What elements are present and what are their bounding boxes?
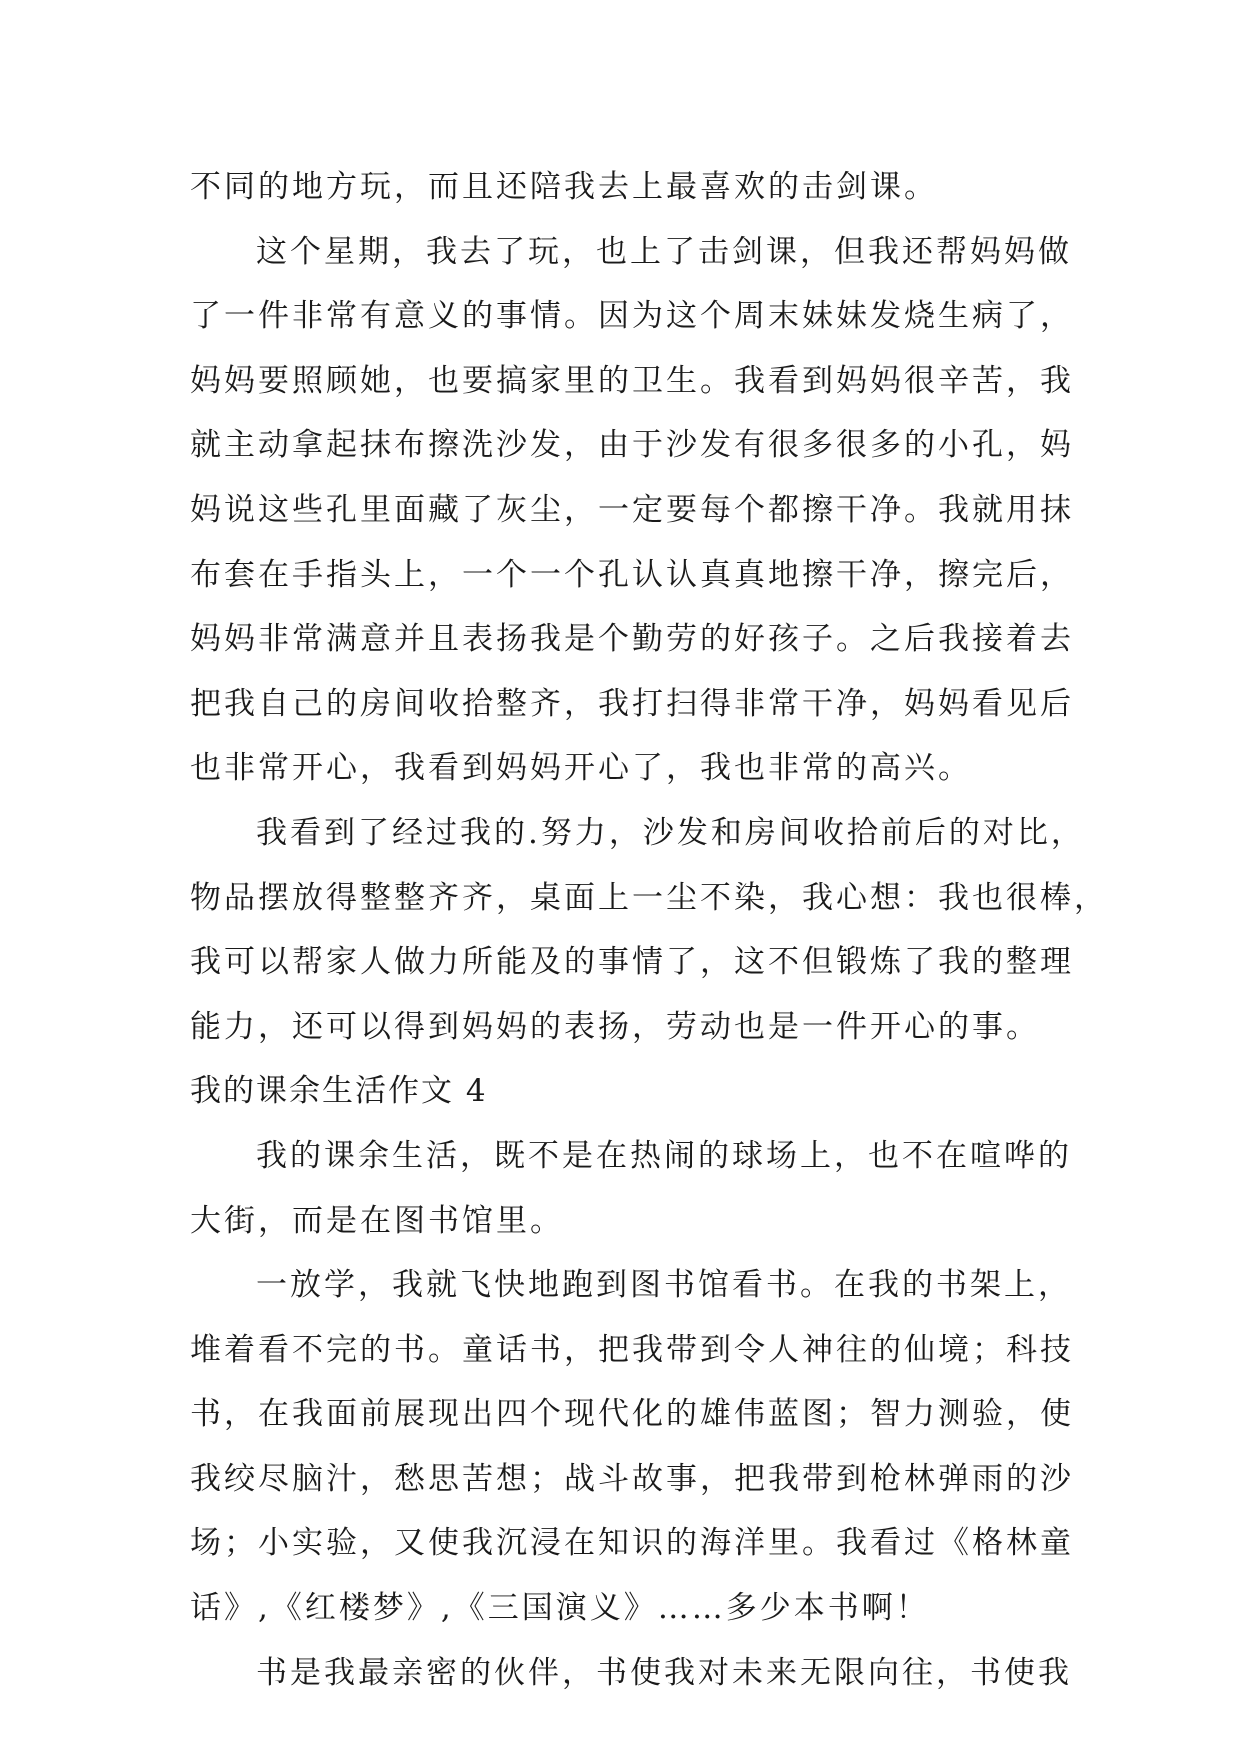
text-line: 我可以帮家人做力所能及的事情了，这不但锻炼了我的整理 [190,944,1074,981]
text-line: 堆着看不完的书。童话书，把我带到令人神往的仙境；科技 [190,1331,1074,1368]
text-line: 妈说这些孔里面藏了灰尘，一定要每个都擦干净。我就用抹 [190,491,1074,528]
text-line: 不同的地方玩，而且还陪我去上最喜欢的击剑课。 [190,169,938,205]
text-line: 我绞尽脑汁，愁思苦想；战斗故事，把我带到枪林弹雨的沙 [190,1460,1074,1497]
text-line: 布套在手指头上，一个一个孔认认真真地擦干净，擦完后， [190,556,1074,593]
paragraph-first-line: 一放学，我就飞快地跑到图书馆看书。在我的书架上， [256,1267,1072,1304]
text-line: 就主动拿起抹布擦洗沙发，由于沙发有很多很多的小孔，妈 [190,427,1074,464]
text-line: 书，在我面前展现出四个现代化的雄伟蓝图；智力测验，使 [190,1396,1074,1433]
text-line: 也非常开心，我看到妈妈开心了，我也非常的高兴。 [190,750,972,787]
paragraph-first-line: 这个星期，我去了玩，也上了击剑课，但我还帮妈妈做 [256,233,1072,270]
document-body [190,155,1108,1705]
text-line: 物品摆放得整整齐齐，桌面上一尘不染，我心想：我也很棒， [190,879,1108,916]
text-line: 把我自己的房间收拾整齐，我打扫得非常干净，妈妈看见后 [190,685,1074,722]
text-line: 妈妈要照顾她，也要搞家里的卫生。我看到妈妈很辛苦，我 [190,362,1074,399]
text-line: 场；小实验，又使我沉浸在知识的海洋里。我看过《格林童 [190,1525,1074,1562]
paragraph-first-line: 我看到了经过我的.努力，沙发和房间收拾前后的对比， [256,814,1085,851]
text-line: 话》,《红楼梦》,《三国演义》……多少本书啊！ [190,1590,930,1627]
section-heading: 我的课余生活作文 4 [190,1073,488,1110]
text-line: 了一件非常有意义的事情。因为这个周末妹妹发烧生病了， [190,298,1074,335]
paragraph-first-line: 书是我最亲密的伙伴，书使我对未来无限向往，书使我 [256,1654,1072,1691]
text-line: 大街，而是在图书馆里。 [190,1202,564,1239]
text-line: 能力，还可以得到妈妈的表扬，劳动也是一件开心的事。 [190,1008,1040,1045]
text-line: 妈妈非常满意并且表扬我是个勤劳的好孩子。之后我接着去 [190,621,1074,658]
paragraph-first-line: 我的课余生活，既不是在热闹的球场上，也不在喧哗的 [256,1137,1072,1174]
